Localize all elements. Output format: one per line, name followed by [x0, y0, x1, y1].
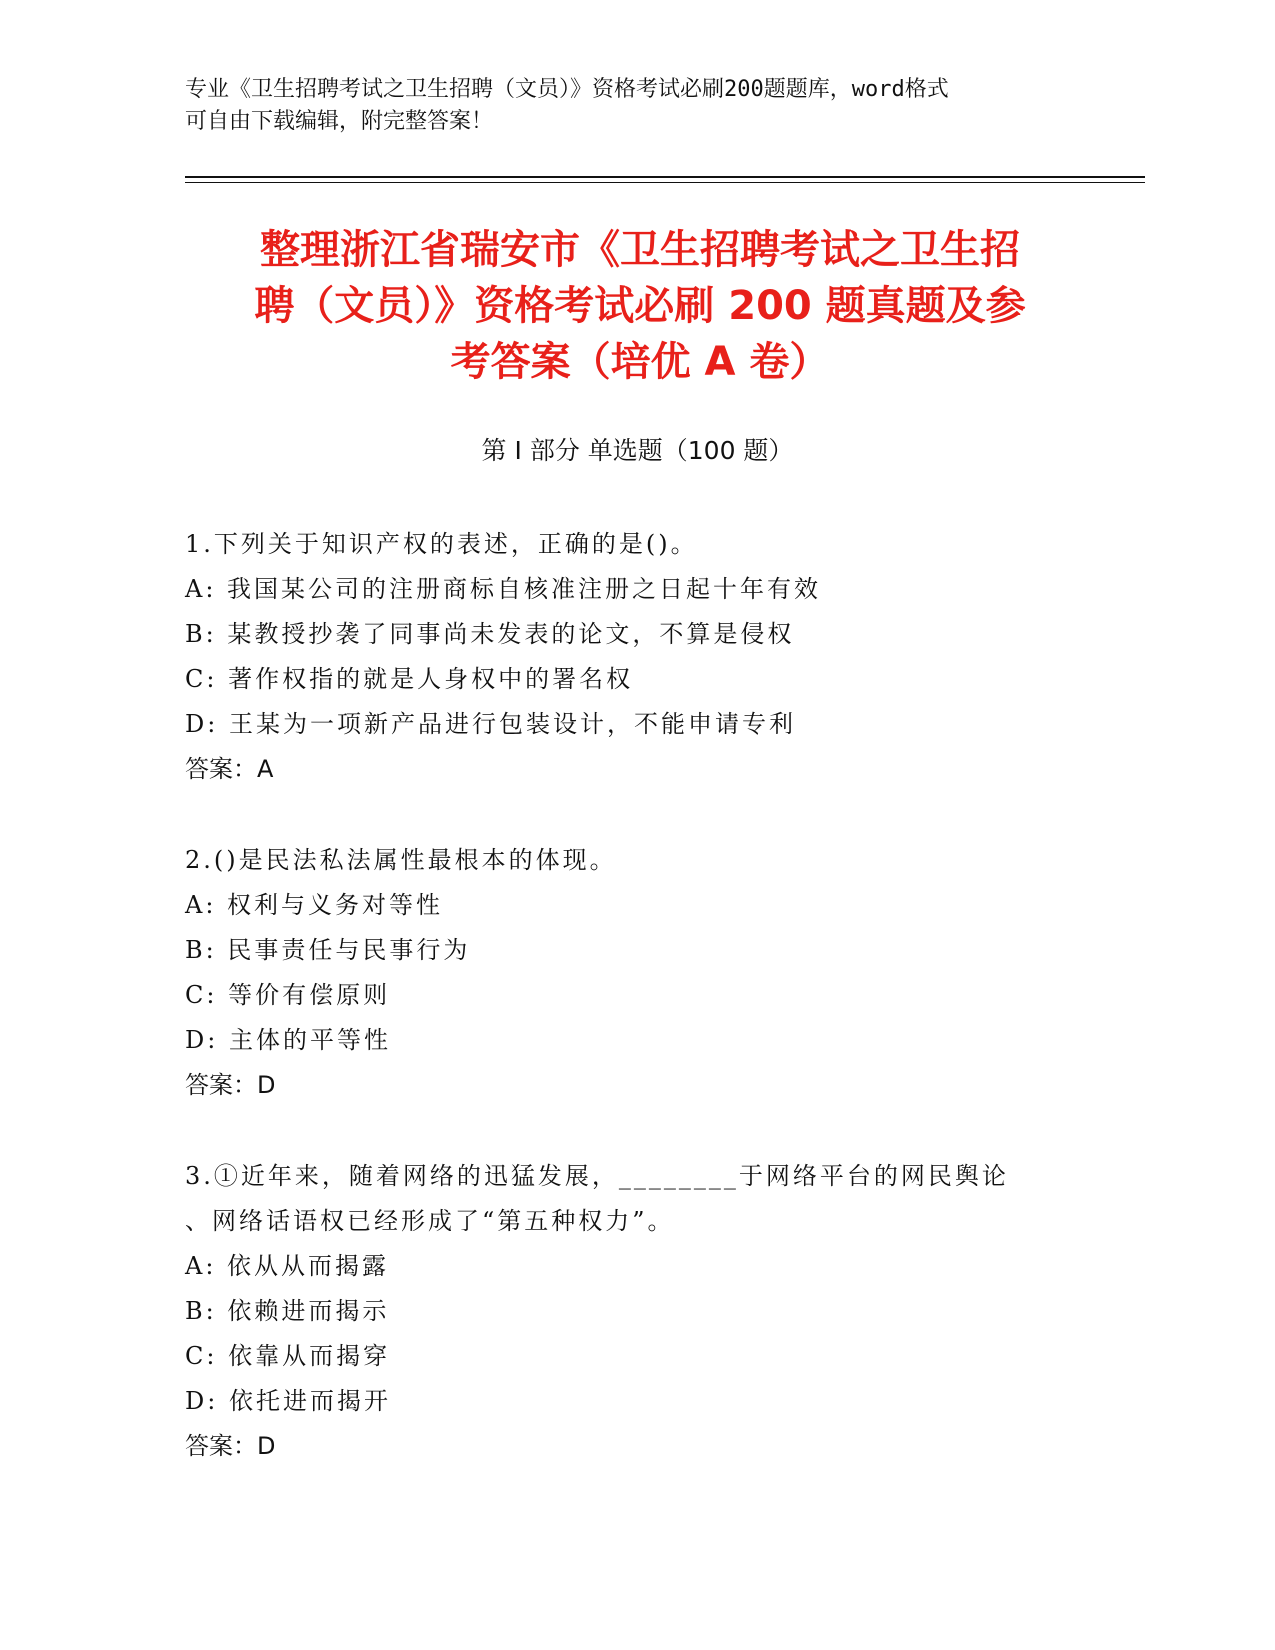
header-note-line-1: 专业《卫生招聘考试之卫生招聘（文员）》资格考试必刷200题题库，word格式 [185, 77, 949, 102]
header-rule-thick [185, 176, 1145, 178]
document-title-line-1: 整理浙江省瑞安市《卫生招聘考试之卫生招 [260, 227, 1020, 273]
header-rule-thin [185, 182, 1145, 183]
option-a: A: 我国某公司的注册商标自核准注册之日起十年有效 [185, 575, 822, 603]
question-2 [185, 838, 1085, 1108]
option-b: B: 某教授抄袭了同事尚未发表的论文，不算是侵权 [185, 620, 795, 648]
question-3 [185, 1154, 1085, 1469]
question-stem-continued: 、网络话语权已经形成了“第五种权力”。 [185, 1207, 675, 1235]
option-d: D: 主体的平等性 [185, 1026, 391, 1054]
document-title [160, 222, 1120, 390]
option-d: D: 王某为一项新产品进行包装设计，不能申请专利 [185, 710, 796, 738]
question-list [185, 522, 1085, 1515]
option-c: C: 等价有偿原则 [185, 981, 391, 1009]
option-b: B: 民事责任与民事行为 [185, 936, 471, 964]
option-b: B: 依赖进而揭示 [185, 1297, 390, 1325]
question-stem: 2.()是民法私法属性最根本的体现。 [185, 846, 617, 874]
option-a: A: 依从从而揭露 [185, 1252, 390, 1280]
section-title: 第 I 部分 单选题（100 题） [481, 436, 794, 465]
option-d: D: 依托进而揭开 [185, 1387, 391, 1415]
option-a: A: 权利与义务对等性 [185, 891, 444, 919]
answer: 答案：A [185, 755, 274, 783]
answer: 答案：D [185, 1432, 276, 1460]
document-title-line-3: 考答案（培优 A 卷） [450, 339, 830, 385]
header-note-line-2: 可自由下载编辑，附完整答案！ [185, 109, 494, 134]
document-title-line-2: 聘（文员）》资格考试必刷 200 题真题及参 [254, 283, 1026, 329]
option-c: C: 著作权指的就是人身权中的署名权 [185, 665, 634, 693]
option-c: C: 依靠从而揭穿 [185, 1342, 391, 1370]
question-1 [185, 522, 1085, 792]
header-note [185, 74, 1065, 138]
answer: 答案：D [185, 1071, 276, 1099]
question-stem: 3.①近年来，随着网络的迅猛发展，________于网络平台的网民舆论 [185, 1162, 1009, 1190]
question-stem: 1.下列关于知识产权的表述，正确的是()。 [185, 530, 698, 558]
